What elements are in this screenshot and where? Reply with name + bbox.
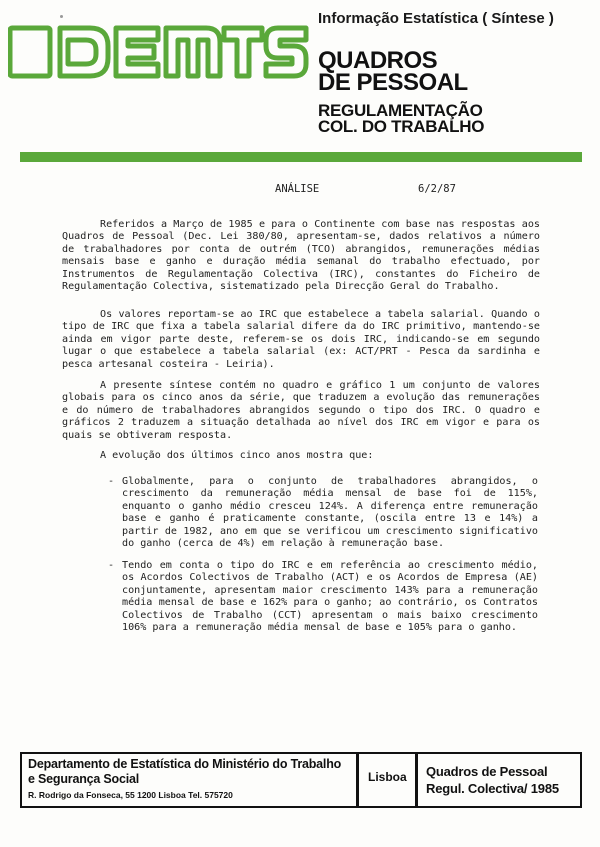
document-date: 6/2/87: [418, 183, 456, 195]
scan-speck: [60, 15, 63, 18]
publication-subtitle-line-2: COL. DO TRABALHO: [318, 117, 485, 136]
bullet-item-2: Tendo em conta o tipo do IRC e em referência ao crescimento médio, os Acordos Colectivos de Trabalho (ACT) e os Acordos de Empresa (AE) conjuntamente, apresentam maior crescimento 143% para a remuneração média mensal de base e 162% para o ganho; ao contrário, os Contratos Colectivos de Trabalho (CCT) apresentam o mais baixo crescimento 106% para a remuneração média mensal de base e 105% para o ganho.: [122, 560, 538, 634]
paragraph-2: Os valores reportam-se ao IRC que estabelece a tabela salarial. Quando o tipo de IRC que fixa a tabela salarial difere da do IRC primitivo, mantendo-se ainda em vigor parte deste, referem-se os dois IRC, indicando-se em segundo lugar o que estabelece a tabela salarial (ex: ACT/PRT - Pesca da sardinha e pesca artesanal costeira - Leiria).: [62, 309, 540, 370]
publication-title-line-2: DE PESSOAL: [318, 69, 468, 96]
header-divider: [20, 152, 582, 162]
section-heading: ANÁLISE: [275, 183, 320, 195]
footer-box: [20, 752, 582, 808]
paragraph-3: A presente síntese contém no quadro e gráfico 1 um conjunto de valores globais para os cinco anos da série, que traduzem a evolução das remunerações e do número de trabalhadores abrangidos segundo o tipo dos IRC. O quadro e gráficos 2 traduzem a situação detalhada ao nível dos IRC em vigor e para os quais se obtiveram resposta.: [62, 380, 540, 441]
paragraph-4: A evolução dos últimos cinco anos mostra que:: [100, 450, 374, 461]
demtss-logo: [8, 22, 310, 82]
department-name-line-2: e Segurança Social: [28, 772, 140, 786]
department-name-line-1: Departamento de Estatística do Ministério do Trabalho: [28, 757, 342, 771]
publication-title-line-1: QUADROS: [318, 47, 438, 74]
footer-divider-1: [356, 752, 359, 808]
bullet-marker-1: -: [108, 476, 115, 487]
department-address: R. Rodrigo da Fonseca, 55 1200 Lisboa Tel. 575720: [28, 790, 233, 800]
paragraph-1: Referidos a Março de 1985 e para o Continente com base nas respostas aos Quadros de Pessoal (Dec. Lei 380/80, apresentam-se, dados relativos a número de trabalhadores por conta de outrém (TCO) abrangidos, remunerações médias mensais base e ganho e duração média semanal do trabalho efectuado, por Instrumentos de Regulamentação Colectiva (IRC), constantes do Ficheiro de Regulamentação Colectiva, sistematizado pela Direcção Geral do Trabalho.: [62, 219, 540, 293]
publication-subtitle-line-1: REGULAMENTAÇÃO: [318, 101, 483, 120]
series-title: Informação Estatística ( Síntese ): [318, 10, 554, 27]
footer-city: Lisboa: [368, 770, 407, 784]
footer-divider-2: [415, 752, 418, 808]
bullet-item-1: Globalmente, para o conjunto de trabalhadores abrangidos, o crescimento da remuneração média mensal de base foi de 115%, enquanto o ganho médio cresceu 124%. A diferença entre remuneração base e ganho é praticamente constante, (oscila entre 13 e 14%) a partir de 1982, ano em que se verificou um crescimento significativo do ganho (cerca de 4%) em relação à remuneração base.: [122, 476, 538, 550]
publication-name-line-1: Quadros de Pessoal: [426, 764, 548, 779]
footer-publication: [420, 754, 580, 806]
bullet-marker-2: -: [108, 560, 115, 571]
footer-city-cell: [361, 754, 417, 806]
demtss-logo-icon: [8, 22, 310, 82]
footer-department: [22, 754, 356, 806]
publication-name-line-2: Regul. Colectiva/ 1985: [426, 781, 559, 796]
